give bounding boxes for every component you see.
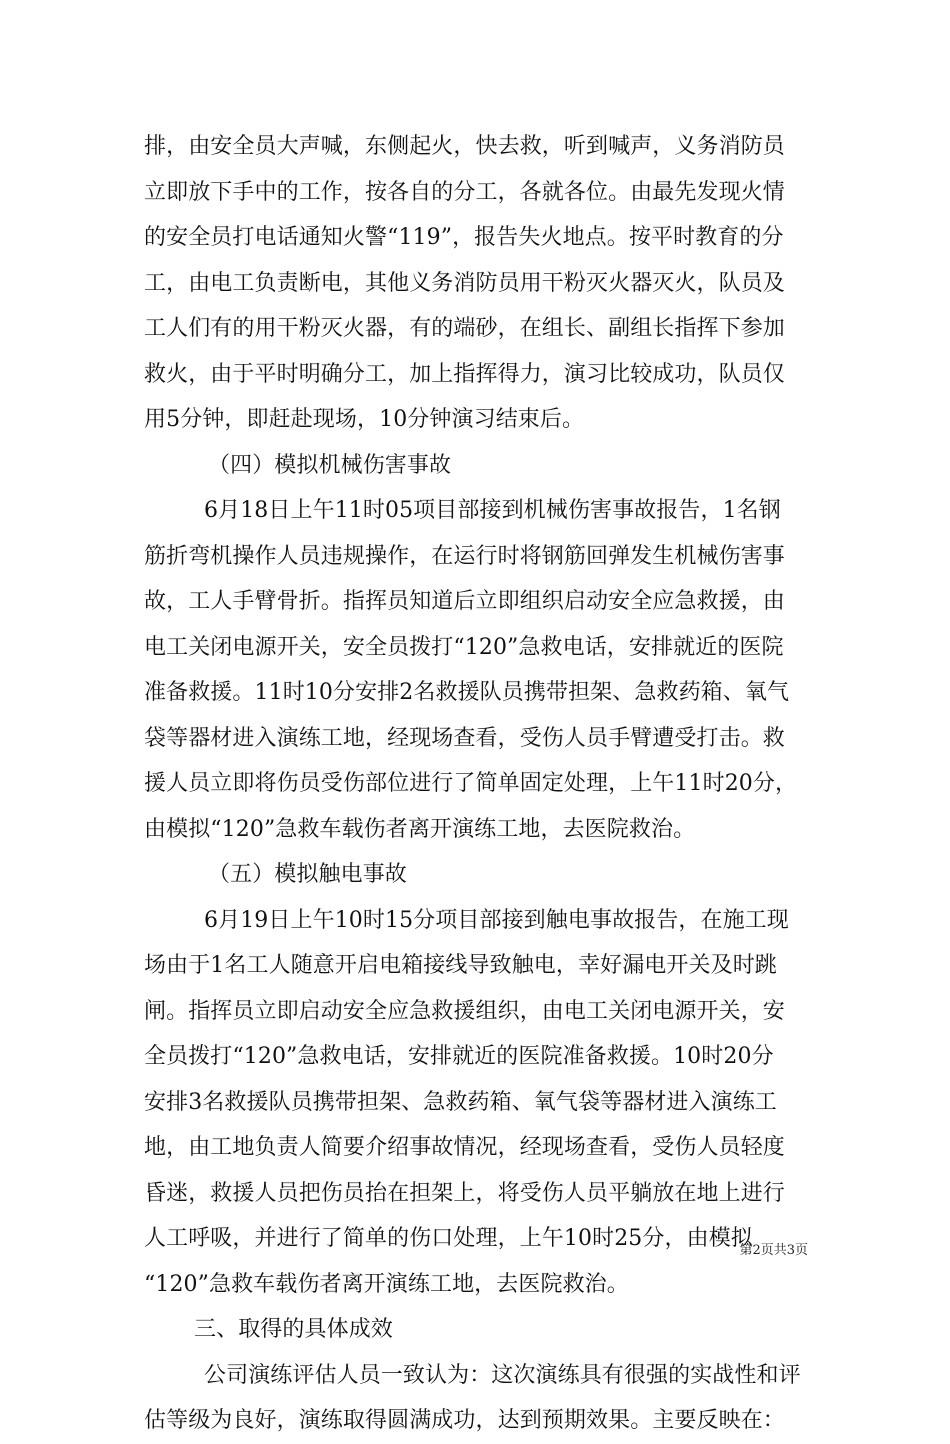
section-heading-electric-shock: （五）模拟触电事故 — [208, 862, 407, 887]
text-line: 立即放下手中的工作，按各自的分工，各就各位。由最先发现火情 — [144, 179, 785, 205]
text-line: 筋折弯机操作人员违规操作，在运行时将钢筋回弹发生机械伤害事 — [144, 543, 785, 569]
text-line: 准备救援。11时10分安排2名救援队员携带担架、急救药箱、氧气 — [144, 680, 790, 705]
text-line: 电工关闭电源开关，安全员拨打“120”急救电话，安排就近的医院 — [144, 634, 784, 660]
paragraph-first-line: 6月19日上午10时15分项目部接到触电事故报告，在施工现 — [204, 907, 789, 933]
section-heading-results: 三、取得的具体成效 — [194, 1317, 393, 1342]
paragraph-first-line: 公司演练评估人员一致认为：这次演练具有很强的实战性和评 — [204, 1362, 801, 1388]
text-line: 工人们有的用干粉灭火器，有的端砂，在组长、副组长指挥下参加 — [144, 316, 785, 341]
text-line: 场由于1名工人随意开启电箱接线导致触电，幸好漏电开关及时跳 — [144, 953, 777, 978]
text-line: 全员拨打“120”急救电话，安排就近的医院准备救援。10时20分 — [144, 1044, 774, 1069]
text-line: 闸。指挥员立即启动安全应急救援组织，由电工关闭电源开关，安 — [144, 998, 785, 1024]
text-line: 估等级为良好，演练取得圆满成功，达到预期效果。主要反映在： — [144, 1408, 785, 1433]
text-line: “120”急救车载伤者离开演练工地，去医院救治。 — [144, 1271, 629, 1297]
text-line: 工，由电工负责断电，其他义务消防员用干粉灭火器灭火，队员及 — [144, 270, 785, 296]
text-line: 由模拟“120”急救车载伤者离开演练工地，去医院救治。 — [144, 816, 696, 842]
text-line: 地，由工地负责人简要介绍事故情况，经现场查看，受伤人员轻度 — [144, 1135, 785, 1160]
text-line: 人工呼吸，并进行了简单的伤口处理，上午10时25分，由模拟 — [144, 1226, 753, 1251]
text-line: 救火，由于平时明确分工，加上指挥得力，演习比较成功，队员仅 — [144, 361, 785, 387]
text-line: 的安全员打电话通知火警“119”，报告失火地点。按平时教育的分 — [144, 225, 784, 250]
text-line: 袋等器材进入演练工地，经现场查看，受伤人员手臂遭受打击。救 — [144, 725, 785, 751]
section-heading-mechanical-injury: （四）模拟机械伤害事故 — [208, 452, 452, 478]
text-line: 排，由安全员大声喊，东侧起火，快去救，听到喊声，义务消防员 — [144, 134, 785, 159]
paragraph-first-line: 6月18日上午11时05项目部接到机械伤害事故报告，1名钢 — [204, 498, 781, 523]
text-line: 安排3名救援队员携带担架、急救药箱、氧气袋等器材进入演练工 — [144, 1089, 777, 1115]
document-body — [144, 124, 814, 1444]
text-line: 援人员立即将伤员受伤部位进行了简单固定处理，上午11时20分， — [144, 771, 798, 796]
text-line: 昏迷，救援人员把伤员抬在担架上，将受伤人员平躺放在地上进行 — [144, 1180, 785, 1206]
text-line: 用5分钟，即赶赴现场，10分钟演习结束后。 — [144, 407, 585, 432]
page-number-footer: 第2页共3页 — [739, 1243, 808, 1258]
text-line: 故，工人手臂骨折。指挥员知道后立即组织启动安全应急救援，由 — [144, 589, 785, 614]
